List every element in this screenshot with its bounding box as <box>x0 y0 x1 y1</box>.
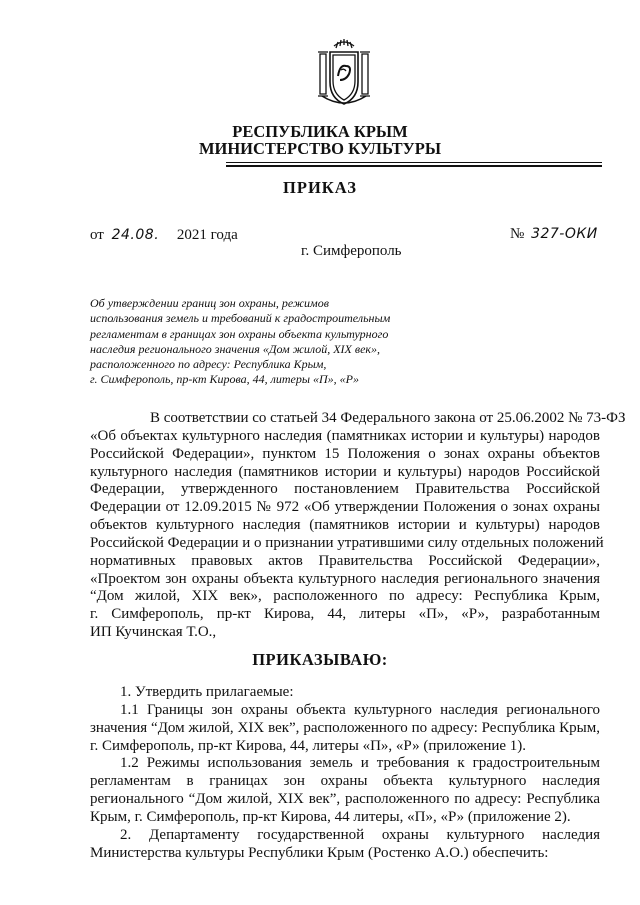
preamble-line: нормативных правовых актов Правительства Российской Федерации», <box>90 552 600 569</box>
subject-line: использования земель и требований к градостроительным <box>90 311 391 326</box>
item-line: 1.2 Режимы использования земель и требования к градостроительным <box>120 755 600 772</box>
preamble-line: ИП Кучинская Т.О., <box>90 624 217 641</box>
city: г. Симферополь <box>301 243 402 259</box>
item-line: Крым, г. Симферополь, пр-кт Кирова, 44 литеры, «П», «Р» (приложение 2). <box>90 808 571 825</box>
preamble-line: объектов культурного наследия (памятников истории и культуры) народов <box>90 517 600 534</box>
ministry-title: МИНИСТЕРСТВО КУЛЬТУРЫ <box>198 139 442 158</box>
preamble-line: Федерации, утвержденного постановлением Правительства Российской <box>90 481 600 498</box>
item-line: 1.1 Границы зон охраны объекта культурного наследия регионального <box>120 701 600 718</box>
preamble-line: «Об объектах культурного наследия (памятниках истории и культуры) народов <box>90 427 600 444</box>
preamble-paragraph <box>90 410 626 642</box>
item-line: Министерства культуры Республики Крым (Ростенко А.О.) обеспечить: <box>90 844 549 861</box>
subject-line: расположенного по адресу: Республика Крым, <box>90 357 327 372</box>
preamble-line: “Дом жилой, XIX век», расположенного по адресу: Республика Крым, <box>90 588 600 605</box>
number-prefix: № <box>510 226 525 242</box>
item-line: 1. Утвердить прилагаемые: <box>120 684 294 700</box>
date-year: 2021 года <box>176 227 238 243</box>
order-word: ПРИКАЗЫВАЮ: <box>252 650 388 669</box>
preamble-line: культурного наследия (памятников истории и культуры) народов Российской <box>90 463 600 480</box>
document-type: ПРИКАЗ <box>283 178 357 197</box>
subject-line: наследия регионального значения «Дом жилой, XIX век», <box>90 341 381 356</box>
preamble-line: Федерации от 12.09.2015 № 972 «Об утверждении Положения о зонах охраны <box>90 499 600 516</box>
crimea-coat-of-arms-icon <box>312 36 376 110</box>
item-line: 2. Департаменту государственной охраны культурного наследия <box>120 826 600 843</box>
header-rule-thick <box>226 165 602 167</box>
date-prefix: от <box>90 227 104 243</box>
date-line <box>90 227 238 244</box>
number-handwritten: 327-ОКИ <box>531 226 598 242</box>
subject-line: Об утверждении границ зон охраны, режимов <box>90 296 329 310</box>
item-line: регионального “Дом жилой, XIX век”, расположенного по адресу: Республика <box>90 791 600 808</box>
date-handwritten: 24.08. <box>111 227 160 243</box>
number-line <box>510 226 598 243</box>
preamble-line: г. Симферополь, пр-кт Кирова, 44, литеры «П», «Р», разработанным <box>90 606 600 623</box>
subject-block <box>90 296 430 388</box>
preamble-line: Российской Федерации и о признании утратившими силу отдельных положений <box>90 534 604 551</box>
preamble-line: Российской Федерации», пунктом 15 Положения о зонах охраны объектов <box>90 445 600 462</box>
preamble-line: «Проектом зон охраны объекта культурного наследия регионального значения <box>90 570 600 587</box>
header-rule-thin <box>226 162 602 163</box>
items-block <box>90 684 600 862</box>
republic-title: РЕСПУБЛИКА КРЫМ <box>232 122 408 141</box>
subject-line: г. Симферополь, пр-кт Кирова, 44, литеры «П», «Р» <box>90 372 359 387</box>
subject-line: регламентам в границах зон охраны объекта культурного <box>90 326 389 341</box>
item-line: значения “Дом жилой, XIX век”, расположенного по адресу: Республика Крым, <box>90 719 600 736</box>
item-line: г. Симферополь, пр-кт Кирова, 44, литеры «П», «Р» (приложение 1). <box>90 737 527 754</box>
item-line: регламентам в границах зон охраны объекта культурного наследия <box>90 773 600 790</box>
preamble-line: В соответствии со статьей 34 Федерального закона от 25.06.2002 № 73-ФЗ <box>150 410 626 426</box>
